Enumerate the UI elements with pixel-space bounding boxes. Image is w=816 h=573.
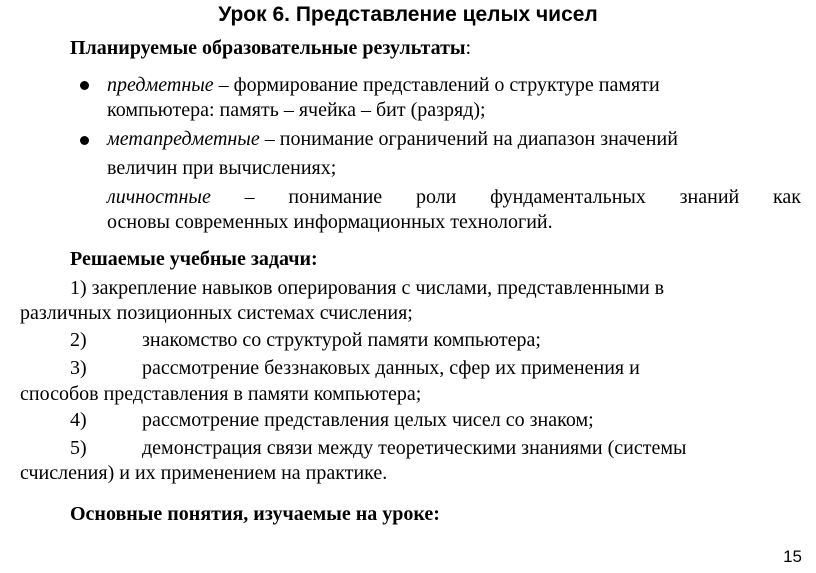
outcome-item-2-line1 — [107, 127, 678, 151]
outcome-text: – формирование представлений о структуре памяти — [213, 74, 660, 96]
outcome-item-3-line1 — [107, 185, 801, 209]
outcome-item-1-line2: компьютера: память – ячейка – бит (разряд); — [107, 99, 486, 121]
task-item-3-line1: рассмотрение беззнаковых данных, сфер их применения и — [142, 357, 640, 379]
outcome-item-3-line2: основы современных информационных технологий. — [107, 211, 553, 233]
task-text: закрепление навыков оперирования с числами, представленными в — [86, 277, 665, 299]
bullet-icon — [80, 81, 89, 90]
tasks-heading: Решаемые учебные задачи: — [70, 248, 318, 270]
task-item-1-line2: различных позиционных системах счисления; — [20, 302, 413, 324]
outcome-item-2-line2: величин при вычислениях; — [107, 157, 337, 179]
task-item-5-line1: демонстрация связи между теоретическими знаниями (системы — [142, 437, 687, 459]
page-number: 15 — [783, 547, 802, 566]
task-item-2-line1: знакомство со структурой памяти компьютера; — [142, 329, 541, 351]
outcome-kind: предметные — [107, 74, 214, 96]
task-item-1-line1 — [70, 276, 664, 300]
outcome-text: – понимание роли фундаментальных знаний как — [210, 186, 801, 208]
outcome-item-1-line1 — [107, 73, 660, 97]
outcome-kind: личностные — [107, 186, 211, 208]
task-number: 4) — [70, 409, 87, 431]
task-number: 1) — [70, 277, 87, 299]
task-item-3-line2: способов представления в памяти компьютера; — [20, 383, 422, 405]
task-item-4-line1: рассмотрение представления целых чисел со знаком; — [142, 409, 594, 431]
outcomes-heading-colon: : — [465, 37, 472, 59]
bullet-icon — [80, 136, 89, 145]
outcomes-heading-text: Планируемые образовательные результаты — [70, 37, 466, 59]
task-number: 5) — [70, 437, 87, 459]
task-item-5-line2: счисления) и их применением на практике. — [20, 462, 388, 484]
outcome-text: – понимание ограничений на диапазон значений — [259, 128, 678, 150]
task-number: 3) — [70, 357, 87, 379]
outcome-kind: метапредметные — [107, 128, 260, 150]
slide-title: Урок 6. Представление целых чисел — [218, 3, 598, 26]
task-number: 2) — [70, 329, 87, 351]
outcomes-heading — [70, 36, 471, 60]
concepts-heading: Основные понятия, изучаемые на уроке: — [70, 503, 440, 525]
